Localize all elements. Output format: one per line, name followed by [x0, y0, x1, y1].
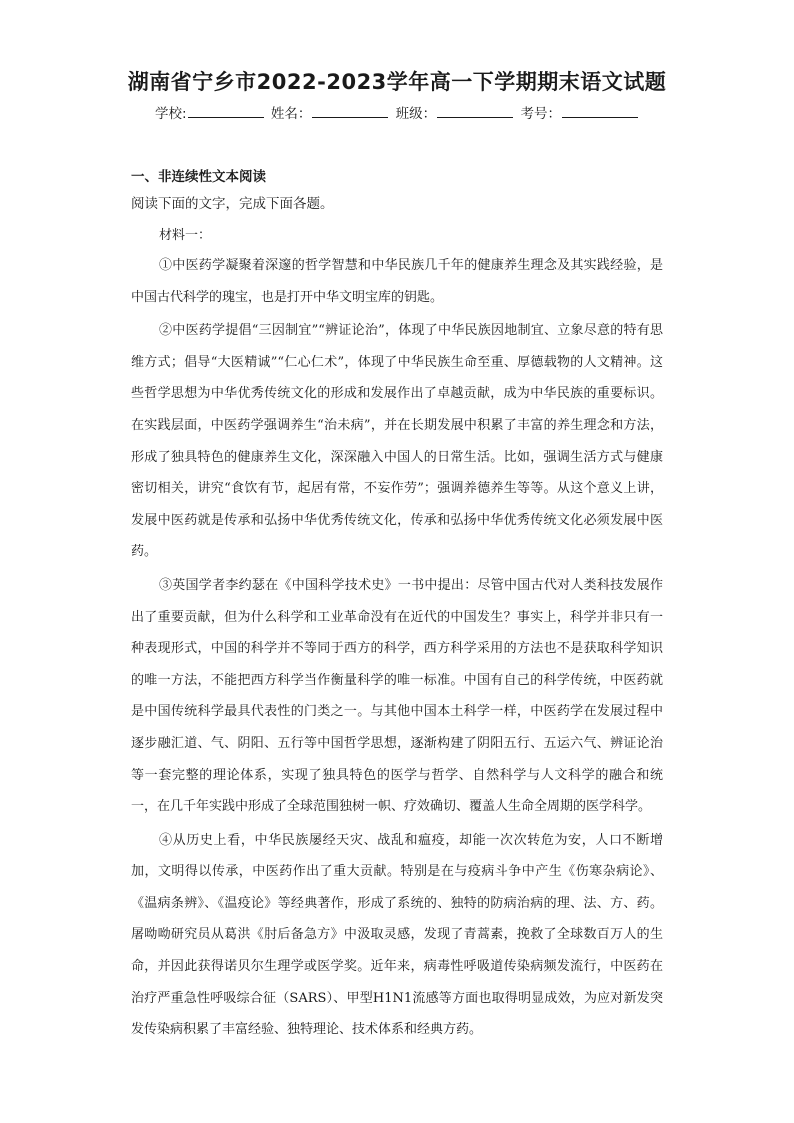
material-label: 材料一：	[159, 228, 212, 243]
number-blank	[562, 104, 638, 118]
school-blank	[188, 104, 264, 118]
name-label: 姓名：	[270, 106, 312, 122]
section-heading: 一、非连续性文本阅读	[131, 169, 266, 185]
paragraph-1: ①中医药学凝聚着深邃的哲学智慧和中华民族几千年的健康养生理念及其实践经验，是中国古代科学的瑰宝，也是打开中华文明宝库的钥匙。	[131, 258, 663, 305]
paragraph-2: ②中医药学提倡“三因制宜”“辨证论治”，体现了中华民族因地制宜、立象尽意的特有思维方式；倡导“大医精诚”“仁心仁术”，体现了中华民族生命至重、厚德载物的人文精神。这些哲学思想为中华优秀传统文化的形成和发展作出了卓越贡献，成为中华民族的重要标识。在实践层面，中医药学强调养生“治未病”，并在长期发展中积累了丰富的养生理念和方法，形成了独具特色的健康养生文化，深深融入中国人的日常生活。比如，强调生活方式与健康密切相关，讲究“食饮有节，起居有常，不妄作劳”；强调养德养生等等。从这个意义上讲，发展中医药就是传承和弘扬中华优秀传统文化，传承和弘扬中华优秀传统文化必须发展中医药。	[131, 323, 663, 560]
paragraph-3: ③英国学者李约瑟在《中国科学技术史》一书中提出：尽管中国古代对人类科技发展作出了重要贡献，但为什么科学和工业革命没有在近代的中国发生？事实上，科学并非只有一种表现形式，中国的科学并不等同于西方的科学，西方科学采用的方法也不是获取科学知识的唯一方法，不能把西方科学当作衡量科学的唯一标准。中国有自己的科学传统，中医药就是中国传统科学最具代表性的门类之一。与其他中国本土科学一样，中医药学在发展过程中逐步融汇道、气、阴阳、五行等中国哲学思想，逐渐构建了阴阳五行、五运六气、辨证论治等一套完整的理论体系，实现了独具特色的医学与哲学、自然科学与人文科学的融合和统一，在几千年实践中形成了全球范围独树一帜、疗效确切、覆盖人生命全周期的医学科学。	[131, 577, 663, 815]
student-info-line	[0, 102, 794, 122]
passage-body	[131, 250, 663, 1046]
number-label: 考号：	[520, 106, 561, 122]
class-blank	[437, 104, 513, 118]
page-title: 湖南省宁乡市2022-2023学年高一下学期期末语文试题	[127, 70, 667, 94]
class-label: 班级：	[395, 106, 437, 122]
reading-instruction: 阅读下面的文字，完成下面各题。	[131, 196, 334, 212]
paragraph-4: ④从历史上看，中华民族屡经天灾、战乱和瘟疫，却能一次次转危为安，人口不断增加，文明得以传承，中医药作出了重大贡献。特别是在与疫病斗争中产生《伤寒杂病论》、《温病条辨》、《温疫论》等经典著作，形成了系统的、独特的防病治病的理、法、方、药。屠呦呦研究员从葛洪《肘后备急方》中汲取灵感，发现了青蒿素，挽救了全球数百万人的生命，并因此获得诺贝尔生理学或医学奖。近年来，病毒性呼吸道传染病频发流行，中医药在治疗严重急性呼吸综合征（SARS）、甲型H1N1流感等方面也取得明显成效，为应对新发突发传染病积累了丰富经验、独特理论、技术体系和经典方药。	[131, 832, 663, 1038]
school-label: 学校:	[155, 106, 187, 122]
name-blank	[312, 104, 388, 118]
